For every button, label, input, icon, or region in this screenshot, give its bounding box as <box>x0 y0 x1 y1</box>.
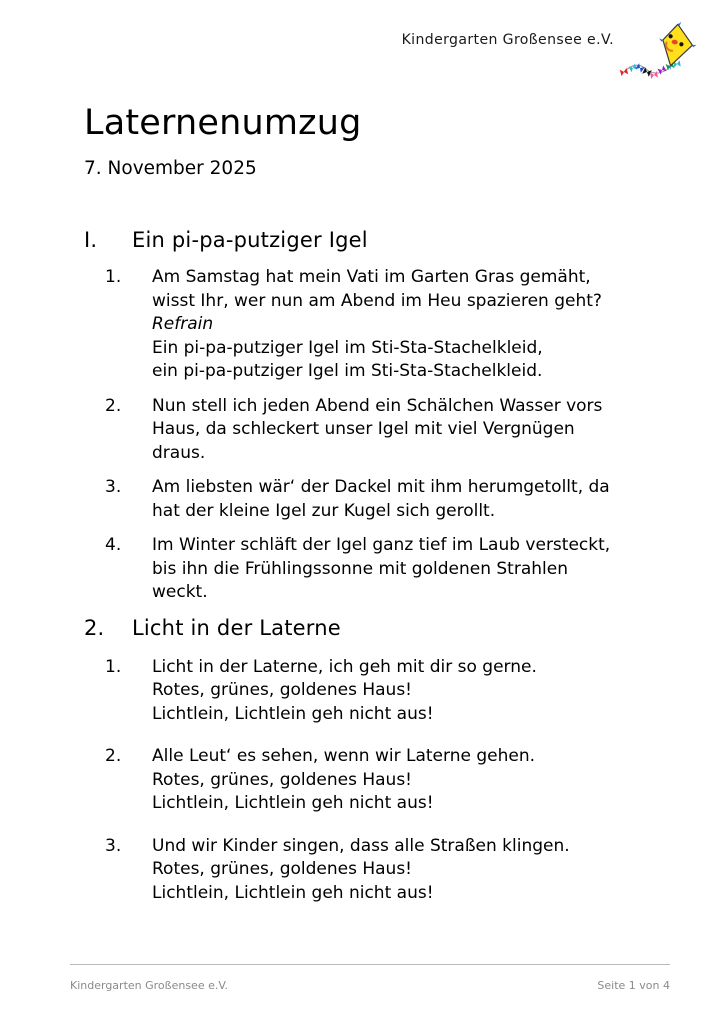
verse <box>0 395 724 466</box>
section-heading <box>0 616 724 640</box>
verse-number: 3. <box>105 477 122 497</box>
song-section <box>0 616 724 906</box>
verse-line: bis ihn die Frühlingssonne mit goldenen Strahlen <box>152 558 568 579</box>
verse-text <box>152 835 676 906</box>
verse-line: Nun stell ich jeden Abend ein Schälchen Wasser vors <box>152 395 603 416</box>
refrain-block <box>152 313 676 384</box>
verse-text <box>152 656 676 727</box>
verse-line: hat der kleine Igel zur Kugel sich gerollt. <box>152 500 496 521</box>
verse <box>0 835 724 906</box>
section-title: Ein pi-pa-putziger Igel <box>132 228 368 252</box>
verse-line: Am liebsten wär‘ der Dackel mit ihm herumgetollt, da <box>152 477 610 497</box>
section-title: Licht in der Laterne <box>132 615 341 640</box>
verse-line: Lichtlein, Lichtlein geh nicht aus! <box>152 703 434 724</box>
verse-number: 4. <box>105 535 122 555</box>
refrain-line: ein pi-pa-putziger Igel im Sti-Sta-Stachelkleid. <box>152 361 543 381</box>
footer-row <box>70 979 670 992</box>
verse-line: Am Samstag hat mein Vati im Garten Gras gemäht, <box>152 267 591 287</box>
footer-divider <box>70 964 670 965</box>
verse <box>0 534 724 605</box>
organization-name: Kindergarten Großensee e.V. <box>401 32 614 48</box>
verse <box>0 476 724 523</box>
verse-line: Lichtlein, Lichtlein geh nicht aus! <box>152 793 434 813</box>
footer-organization: Kindergarten Großensee e.V. <box>70 979 228 992</box>
section-heading <box>0 228 724 252</box>
verse-line: Licht in der Laterne, ich geh mit dir so gerne. <box>152 656 537 677</box>
verse-text <box>152 395 676 466</box>
verse-text <box>152 476 676 523</box>
verse-text <box>152 534 676 605</box>
song-list <box>0 228 724 924</box>
verse-text <box>152 266 676 384</box>
verse <box>0 266 724 384</box>
verse-number: 2. <box>105 395 122 416</box>
verse-line: Lichtlein, Lichtlein geh nicht aus! <box>152 882 434 903</box>
verse <box>0 656 724 727</box>
refrain-label: Refrain <box>152 314 214 334</box>
section-number: I. <box>84 228 98 252</box>
document-date: 7. November 2025 <box>84 158 257 179</box>
verse-line: draus. <box>152 442 206 463</box>
section-number: 2. <box>84 615 105 640</box>
page-title: Laternenumzug <box>84 103 362 143</box>
verse-line: Und wir Kinder singen, dass alle Straßen klingen. <box>152 835 570 856</box>
verse-text <box>152 745 676 816</box>
verse-line: Rotes, grünes, goldenes Haus! <box>152 769 412 790</box>
verse-line: Rotes, grünes, goldenes Haus! <box>152 680 412 700</box>
verse-number: 2. <box>105 746 122 766</box>
verse-line: wisst Ihr, wer nun am Abend im Heu spazieren geht? <box>152 290 602 311</box>
refrain-line: Ein pi-pa-putziger Igel im Sti-Sta-Stachelkleid, <box>152 337 543 358</box>
verse-line: Haus, da schleckert unser Igel mit viel Vergnügen <box>152 419 575 439</box>
verse-line: Alle Leut‘ es sehen, wenn wir Laterne gehen. <box>152 746 536 766</box>
page-footer <box>70 964 670 992</box>
verse-line: Im Winter schläft der Igel ganz tief im Laub versteckt, <box>152 535 611 555</box>
verse-number: 1. <box>105 267 122 287</box>
verse-line: weckt. <box>152 582 208 602</box>
document-header <box>395 22 696 94</box>
kite-icon <box>618 22 696 94</box>
verse-number: 3. <box>105 835 122 856</box>
song-section <box>0 228 724 605</box>
verse-number: 1. <box>105 656 122 677</box>
footer-page-number: Seite 1 von 4 <box>597 979 670 992</box>
verse-line: Rotes, grünes, goldenes Haus! <box>152 859 412 879</box>
verse <box>0 745 724 816</box>
